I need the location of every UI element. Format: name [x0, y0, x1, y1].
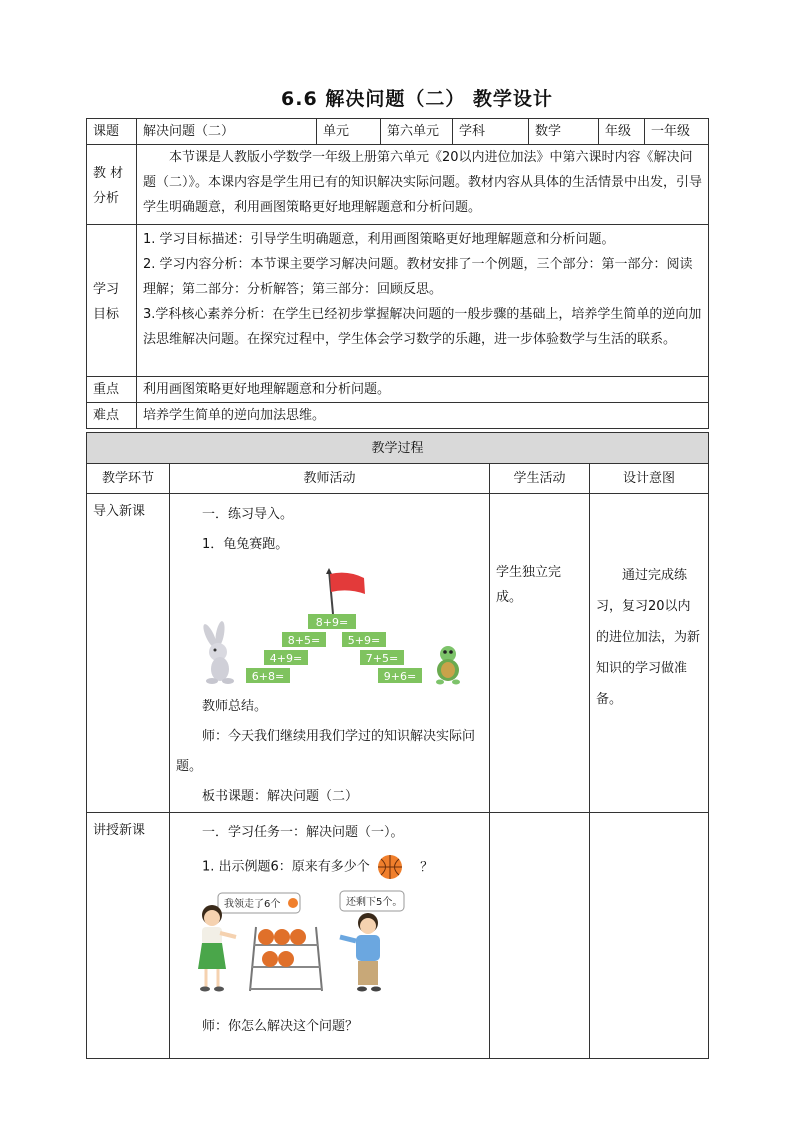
- difficulty-text: 培养学生简单的逆向加法思维。: [137, 403, 709, 429]
- subject-label: 学科: [453, 119, 529, 145]
- example-prompt: 1. 出示例题6：原来有多少个: [202, 859, 370, 875]
- page-title: 6.6 解决问题（二） 教学设计: [281, 88, 553, 110]
- equation-4: 4+9=: [269, 652, 303, 665]
- basketball-icon: [376, 853, 404, 881]
- equation-1: 8+9=: [315, 616, 349, 629]
- example-question-mark: ？: [420, 859, 434, 875]
- teacher-intro-line-4: 师：今天我们继续用我们学过的知识解决实际问题。: [176, 729, 476, 774]
- teacher-new-line-1: 一．学习任务一：解决问题（一）。: [202, 825, 404, 840]
- stage-intro: 导入新课: [87, 494, 170, 813]
- key-point-text: 利用画图策略更好地理解题意和分析问题。: [137, 377, 709, 403]
- intent-new: [590, 813, 709, 1059]
- equation-3: 5+9=: [347, 634, 381, 647]
- objective-item-3: 3.学科核心素养分析：在学生已经初步掌握解决问题的一般步骤的基础上，培养学生简单的逆向加法思维解决问题。在探究过程中，学生体会学习数学的乐趣，进一步体验数学与生活的联系。: [143, 307, 702, 347]
- rabbit-icon: [201, 621, 234, 684]
- stage-new: 讲授新课: [87, 813, 170, 1059]
- teacher-intro-line-1: 一．练习导入。: [202, 507, 294, 522]
- equation-2: 8+5=: [287, 634, 321, 647]
- process-header: 教学过程: [87, 433, 709, 464]
- bubble-girl: 我领走了6个: [224, 899, 281, 910]
- objective-item-2: 2. 学习内容分析：本节课主要学习解决问题。教材安排了一个例题，三个部分：第一部分：阅读理解；第二部分：分析解答；第三部分：回顾反思。: [143, 257, 693, 297]
- key-point-label: 重点: [87, 377, 137, 403]
- teacher-new-line-3: 师：你怎么解决这个问题？: [202, 1019, 359, 1034]
- col-teacher: 教师活动: [170, 464, 490, 494]
- student-intro: 学生独立完成。: [490, 494, 590, 813]
- process-table: [86, 432, 709, 1059]
- basketball-icon: [288, 898, 298, 908]
- girl-icon: [198, 905, 236, 992]
- equation-7: 9+6=: [383, 670, 417, 683]
- race-illustration: [190, 566, 470, 686]
- intent-intro: 通过完成练习，复习20以内的进位加法，为新知识的学习做准备。: [596, 568, 701, 707]
- teacher-intro-line-5: 板书课题：解决问题（二）: [202, 789, 359, 804]
- ball-rack-icon: [250, 927, 322, 991]
- objectives-label: 学习 目标: [87, 225, 137, 377]
- flag-icon: [326, 568, 365, 614]
- difficulty-label: 难点: [87, 403, 137, 429]
- col-intent: 设计意图: [590, 464, 709, 494]
- info-table: [86, 118, 709, 429]
- subject-value: 数学: [529, 119, 599, 145]
- student-new: [490, 813, 590, 1059]
- unit-label: 单元: [317, 119, 381, 145]
- teacher-intro-line-2: 1．龟兔赛跑。: [202, 537, 289, 552]
- grade-value: 一年级: [645, 119, 709, 145]
- equation-5: 7+5=: [365, 652, 399, 665]
- analysis-text: 本节课是人教版小学数学一年级上册第六单元《20以内进位加法》中第六课时内容《解决问题（二）》。本课内容是学生用已有的知识解决实际问题。教材内容从具体的生活情景中出发，引导学生明确题意，利用画图策略更好地理解题意和分析问题。: [143, 150, 703, 215]
- topic-value: 解决问题（二）: [137, 119, 317, 145]
- topic-label: 课题: [87, 119, 137, 145]
- turtle-icon: [436, 646, 460, 685]
- boy-icon: [340, 913, 381, 992]
- unit-value: 第六单元: [381, 119, 453, 145]
- example-illustration: [190, 887, 440, 999]
- col-stage: 教学环节: [87, 464, 170, 494]
- teacher-intro-line-3: 教师总结。: [202, 699, 268, 714]
- analysis-label: 教 材 分析: [87, 145, 137, 225]
- col-student: 学生活动: [490, 464, 590, 494]
- grade-label: 年级: [599, 119, 645, 145]
- objective-item-1: 1. 学习目标描述：引导学生明确题意，利用画图策略更好地理解题意和分析问题。: [143, 232, 615, 247]
- equation-6: 6+8=: [251, 670, 285, 683]
- bubble-boy: 还剩下5个。: [346, 897, 403, 908]
